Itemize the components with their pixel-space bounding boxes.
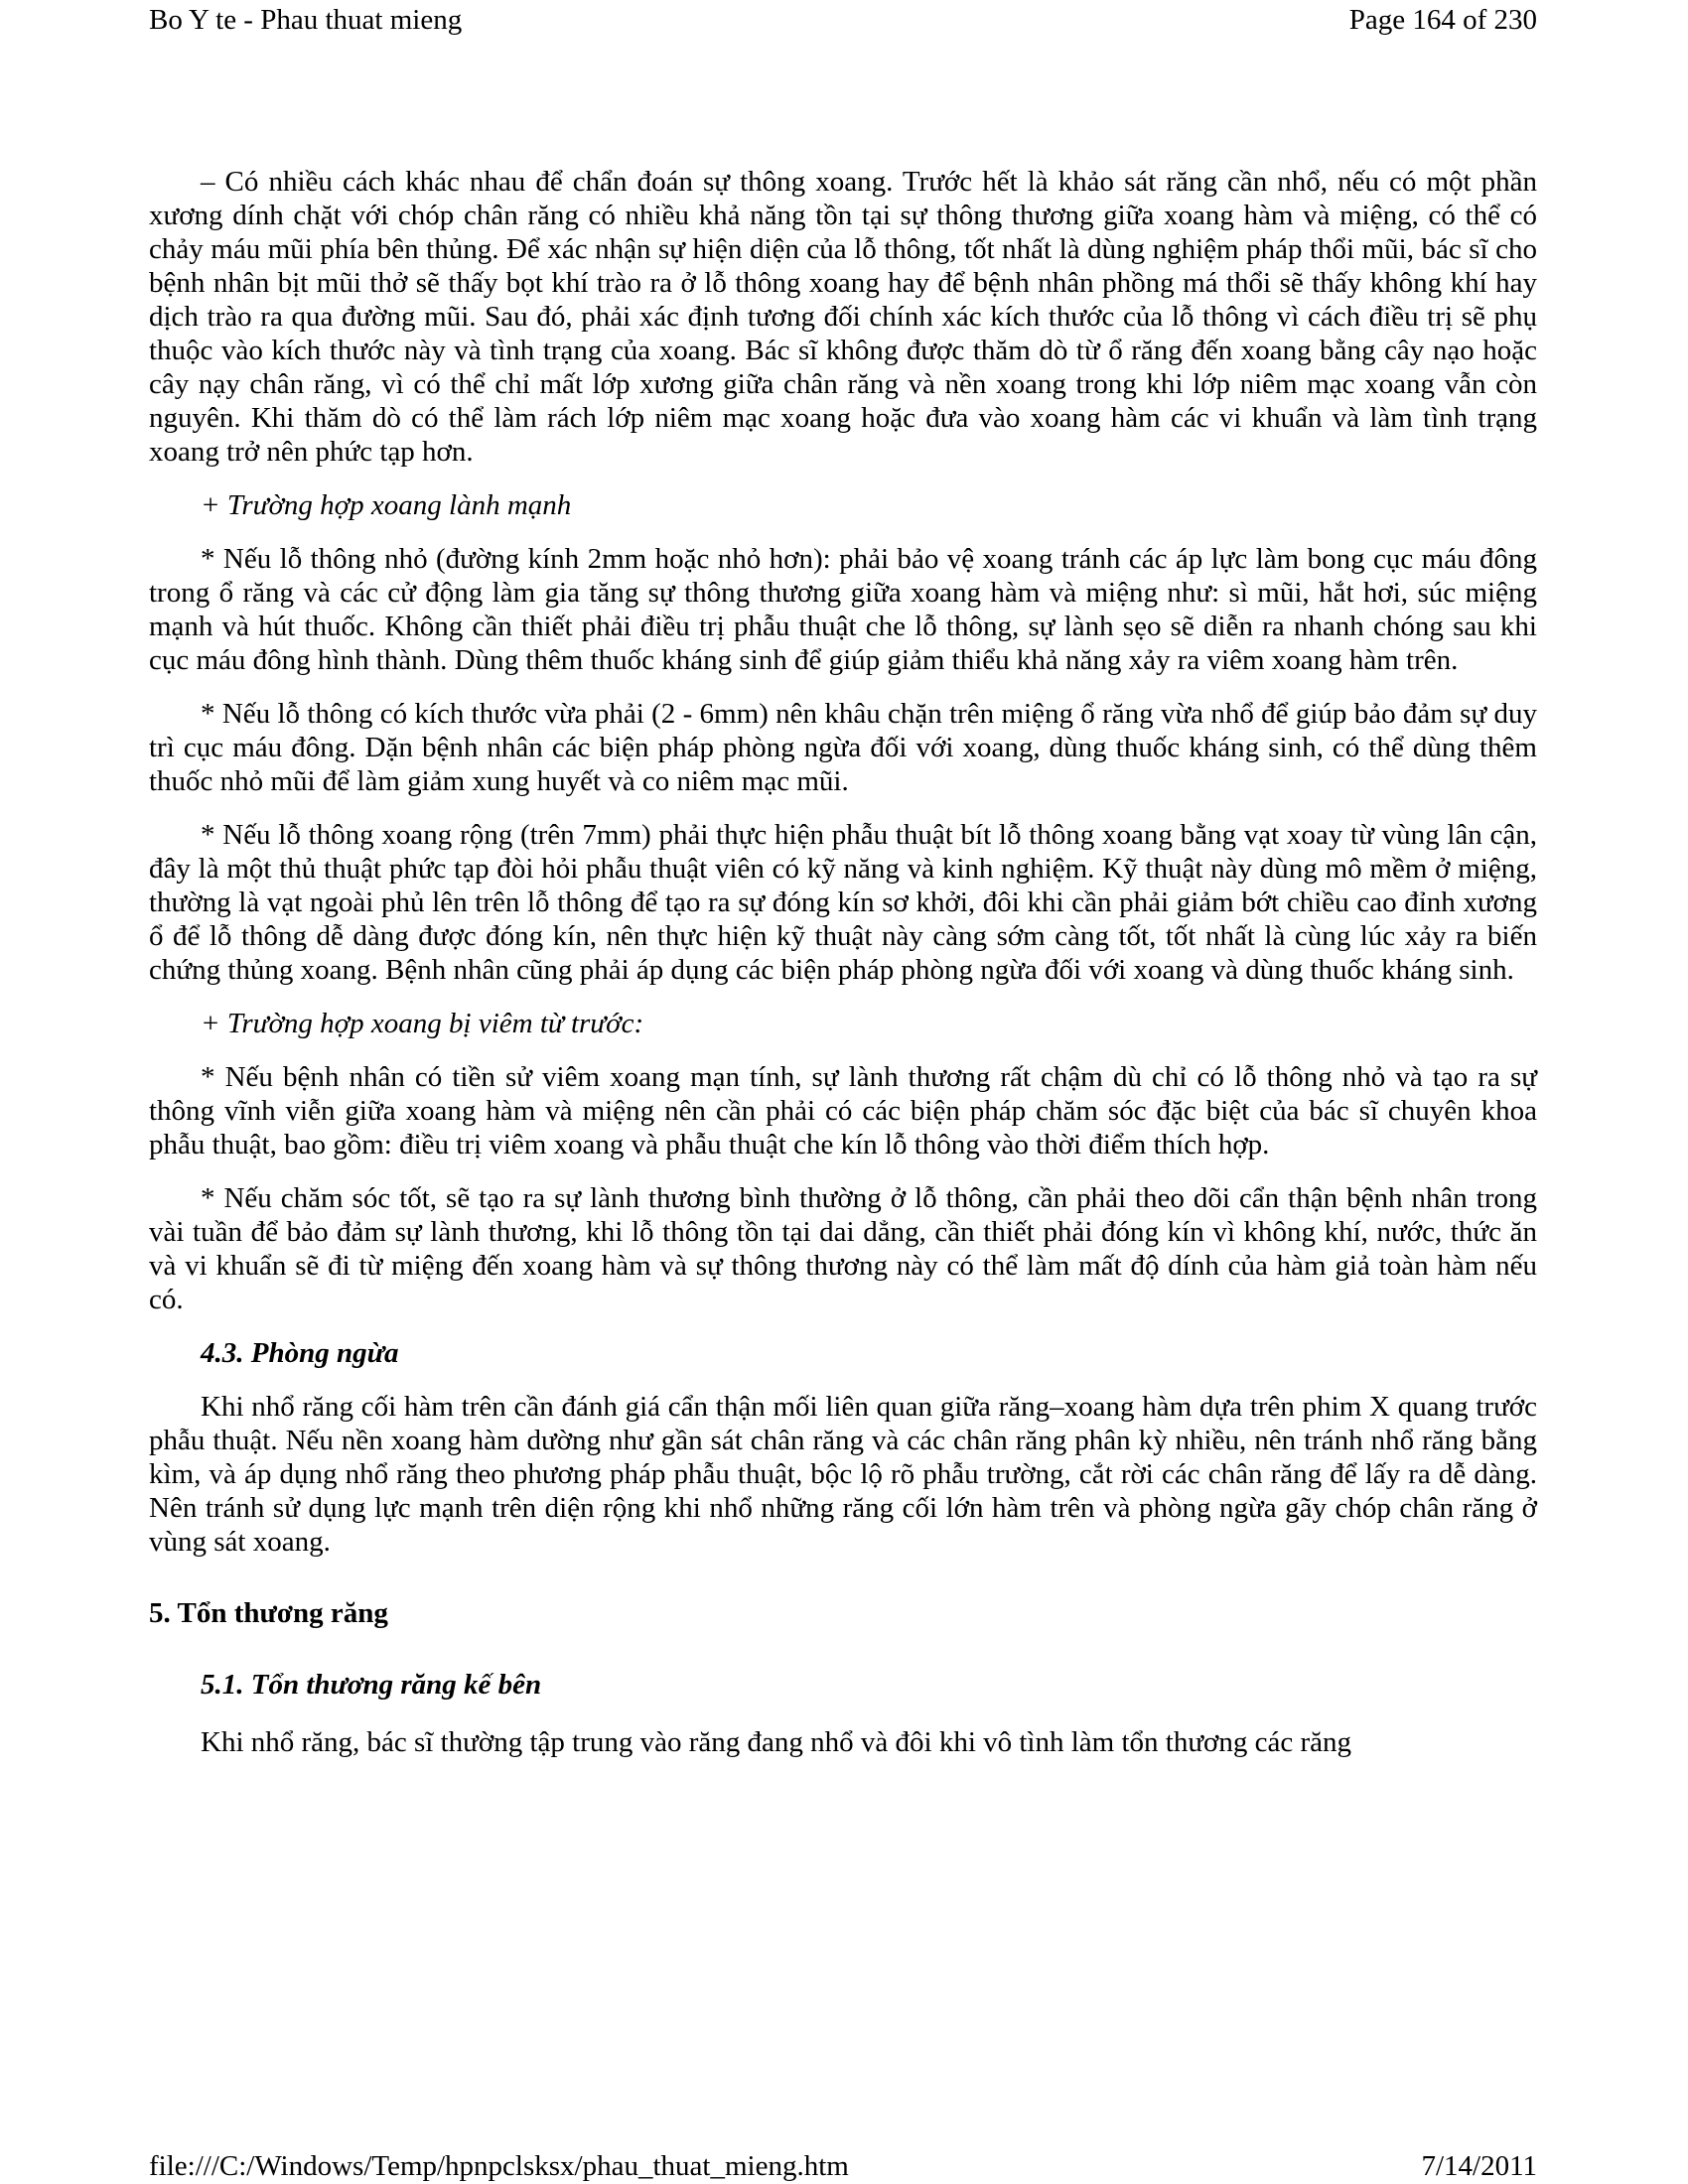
section-heading-tooth-injury: 5. Tổn thương răng xyxy=(149,1597,388,1629)
subheading-inflamed-sinus: + Trường hợp xoang bị viêm từ trước: xyxy=(201,1008,644,1039)
print-date: 7/14/2011 xyxy=(1421,2150,1537,2182)
paragraph-chronic-sinusitis: * Nếu bệnh nhân có tiền sử viêm xoang mạn tính, sự lành thương rất chậm dù chỉ có lỗ thông nhỏ và tạo ra sự thông vĩnh viễn giữa xoang hàm và miệng nên cần phải có các biện pháp chăm sóc đặc biệt của bác sĩ chuyên khoa phẫu thuật, bao gồm: điều trị viêm xoang và phẫu thuật che kín lỗ thông vào thời điểm thích hợp. xyxy=(149,1061,1537,1160)
page-footer xyxy=(149,2148,1537,2184)
file-path: file:///C:/Windows/Temp/hpnpclsksx/phau_thuat_mieng.htm xyxy=(149,2150,849,2182)
paragraph-medium-opening: * Nếu lỗ thông có kích thước vừa phải (2 - 6mm) nên khâu chặn trên miệng ổ răng vừa nhổ để giúp bảo đảm sự duy trì cục máu đông. Dặn bệnh nhân các biện pháp phòng ngừa đối với xoang, dùng thuốc kháng sinh, có thể dùng thêm thuốc nhỏ mũi để làm giảm xung huyết và co niêm mạc mũi. xyxy=(149,698,1537,797)
document-body xyxy=(149,165,1537,1779)
section-heading-adjacent-tooth: 5.1. Tổn thương răng kế bên xyxy=(201,1669,542,1701)
subheading-healthy-sinus: + Trường hợp xoang lành mạnh xyxy=(201,489,572,521)
section-heading-prevention: 4.3. Phòng ngừa xyxy=(201,1337,399,1369)
document-title: Bo Y te - Phau thuat mieng xyxy=(149,4,463,36)
page-number: Page 164 of 230 xyxy=(1348,4,1537,36)
page-header xyxy=(149,0,1537,40)
paragraph-small-opening: * Nếu lỗ thông nhỏ (đường kính 2mm hoặc nhỏ hơn): phải bảo vệ xoang tránh các áp lực làm bong cục máu đông trong ổ răng và các cử động làm gia tăng sự thông thương giữa xoang hàm và miệng như: sì mũi, hắt hơi, súc miệng mạnh và hút thuốc. Không cần thiết phải điều trị phẫu thuật che lỗ thông, sự lành sẹo sẽ diễn ra nhanh chóng sau khi cục máu đông hình thành. Dùng thêm thuốc kháng sinh để giúp giảm thiểu khả năng xảy ra viêm xoang hàm trên. xyxy=(149,543,1537,676)
paragraph-good-care: * Nếu chăm sóc tốt, sẽ tạo ra sự lành thương bình thường ở lỗ thông, cần phải theo dõi cẩn thận bệnh nhân trong vài tuần để bảo đảm sự lành thương, khi lỗ thông tồn tại dai dẳng, cần thiết phải đóng kín vì không khí, nước, thức ăn và vi khuẩn sẽ đi từ miệng đến xoang hàm và sự thông thương này có thể làm mất độ dính của hàm giả toàn hàm nếu có. xyxy=(149,1182,1537,1315)
paragraph-diagnosis: – Có nhiều cách khác nhau để chẩn đoán sự thông xoang. Trước hết là khảo sát răng cần nhổ, nếu có một phần xương dính chặt với chóp chân răng có nhiều khả năng tồn tại sự thông thương giữa xoang hàm và miệng, có thể có chảy máu mũi phía bên thủng. Để xác nhận sự hiện diện của lỗ thông, tốt nhất là dùng nghiệm pháp thổi mũi, bác sĩ cho bệnh nhân bịt mũi thở sẽ thấy bọt khí trào ra ở lỗ thông xoang hay để bệnh nhân phồng má thổi sẽ thấy không khí hay dịch trào ra qua đường mũi. Sau đó, phải xác định tương đối chính xác kích thước của lỗ thông vì cách điều trị sẽ phụ thuộc vào kích thước này và tình trạng của xoang. Bác sĩ không được thăm dò từ ổ răng đến xoang bằng cây nạo hoặc cây nạy chân răng, vì có thể chỉ mất lớp xương giữa chân răng và nền xoang trong khi lớp niêm mạc xoang vẫn còn nguyên. Khi thăm dò có thể làm rách lớp niêm mạc xoang hoặc đưa vào xoang hàm các vi khuẩn và làm tình trạng xoang trở nên phức tạp hơn. xyxy=(149,166,1537,468)
paragraph-adjacent-tooth: Khi nhổ răng, bác sĩ thường tập trung vào răng đang nhổ và đôi khi vô tình làm tổn thương các răng xyxy=(201,1726,1352,1758)
paragraph-prevention: Khi nhổ răng cối hàm trên cần đánh giá cẩn thận mối liên quan giữa răng–xoang hàm dựa trên phim X quang trước phẫu thuật. Nếu nền xoang hàm dường như gần sát chân răng và các chân răng phân kỳ nhiều, nên tránh nhổ răng bằng kìm, và áp dụng nhổ răng theo phương pháp phẫu thuật, bộc lộ rõ phẫu trường, cắt rời các chân răng để lấy ra dễ dàng. Nên tránh sử dụng lực mạnh trên diện rộng khi nhổ những răng cối lớn hàm trên và phòng ngừa gãy chóp chân răng ở vùng sát xoang. xyxy=(149,1391,1537,1558)
paragraph-large-opening: * Nếu lỗ thông xoang rộng (trên 7mm) phải thực hiện phẫu thuật bít lỗ thông xoang bằng vạt xoay từ vùng lân cận, đây là một thủ thuật phức tạp đòi hỏi phẫu thuật viên có kỹ năng và kinh nghiệm. Kỹ thuật này dùng mô mềm ở miệng, thường là vạt ngoài phủ lên trên lỗ thông để tạo ra sự đóng kín sơ khởi, đôi khi cần phải giảm bớt chiều cao đỉnh xương ổ để lỗ thông dễ dàng được đóng kín, nên thực hiện kỹ thuật này càng sớm càng tốt, tốt nhất là cùng lúc xảy ra biến chứng thủng xoang. Bệnh nhân cũng phải áp dụng các biện pháp phòng ngừa đối với xoang và dùng thuốc kháng sinh. xyxy=(149,819,1537,986)
